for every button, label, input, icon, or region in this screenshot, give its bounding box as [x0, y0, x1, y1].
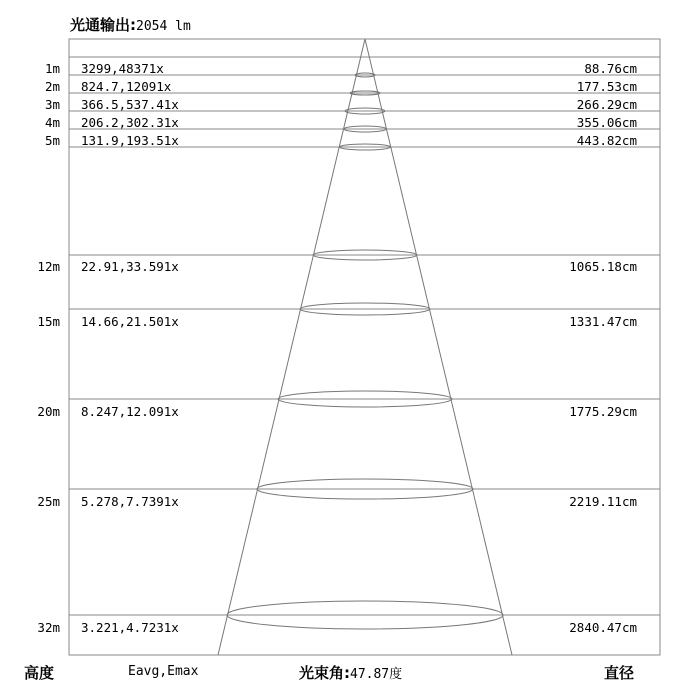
row-illuminance-label: 366.5,537.41x: [81, 97, 179, 112]
row-illuminance-label: 22.91,33.591x: [81, 259, 179, 274]
cone-left-edge: [218, 39, 365, 655]
row-diameter-label: 443.82cm: [576, 133, 637, 148]
row-height-label: 1m: [44, 61, 60, 76]
row-diameter-label: 355.06cm: [576, 115, 637, 130]
lux-column-label: Eavg,Emax: [128, 664, 199, 679]
luminous-flux-label: 光通输出:: [70, 16, 136, 34]
row-diameter-label: 2840.47cm: [569, 620, 637, 635]
row-height-label: 2m: [44, 79, 60, 94]
row-height-label: 5m: [44, 133, 60, 148]
row-diameter-label: 2219.11cm: [569, 494, 637, 509]
row-illuminance-label: 206.2,302.31x: [81, 115, 179, 130]
row-height-label: 20m: [37, 404, 60, 419]
row-diameter-label: 177.53cm: [576, 79, 637, 94]
row-height-label: 12m: [37, 259, 60, 274]
row-diameter-label: 1331.47cm: [569, 314, 637, 329]
row-height-label: 15m: [37, 314, 60, 329]
beam-angle-label: 光束角:: [299, 664, 350, 682]
height-column-label: 高度: [24, 664, 55, 682]
cone-right-edge: [365, 39, 512, 655]
row-illuminance-label: 824.7,12091x: [81, 79, 172, 94]
row-diameter-label: 266.29cm: [576, 97, 637, 112]
row-diameter-label: 1065.18cm: [569, 259, 637, 274]
diagram-frame: [69, 39, 660, 655]
row-height-label: 32m: [37, 620, 60, 635]
diameter-column-label: 直径: [604, 664, 635, 682]
luminous-flux-value: 2054 lm: [136, 19, 191, 34]
row-diameter-label: 88.76cm: [584, 61, 637, 76]
row-illuminance-label: 3299,48371x: [81, 61, 164, 76]
row-illuminance-label: 8.247,12.091x: [81, 404, 179, 419]
beam-angle-value: 47.87度: [350, 667, 403, 682]
beam-angle: [299, 662, 402, 683]
row-illuminance-label: 5.278,7.7391x: [81, 494, 179, 509]
row-height-label: 25m: [37, 494, 60, 509]
row-illuminance-label: 14.66,21.501x: [81, 314, 179, 329]
row-height-label: 4m: [44, 115, 60, 130]
row-illuminance-label: 3.221,4.7231x: [81, 620, 179, 635]
row-illuminance-label: 131.9,193.51x: [81, 133, 179, 148]
row-height-label: 3m: [44, 97, 60, 112]
row-diameter-label: 1775.29cm: [569, 404, 637, 419]
luminous-flux-title: [70, 14, 191, 35]
